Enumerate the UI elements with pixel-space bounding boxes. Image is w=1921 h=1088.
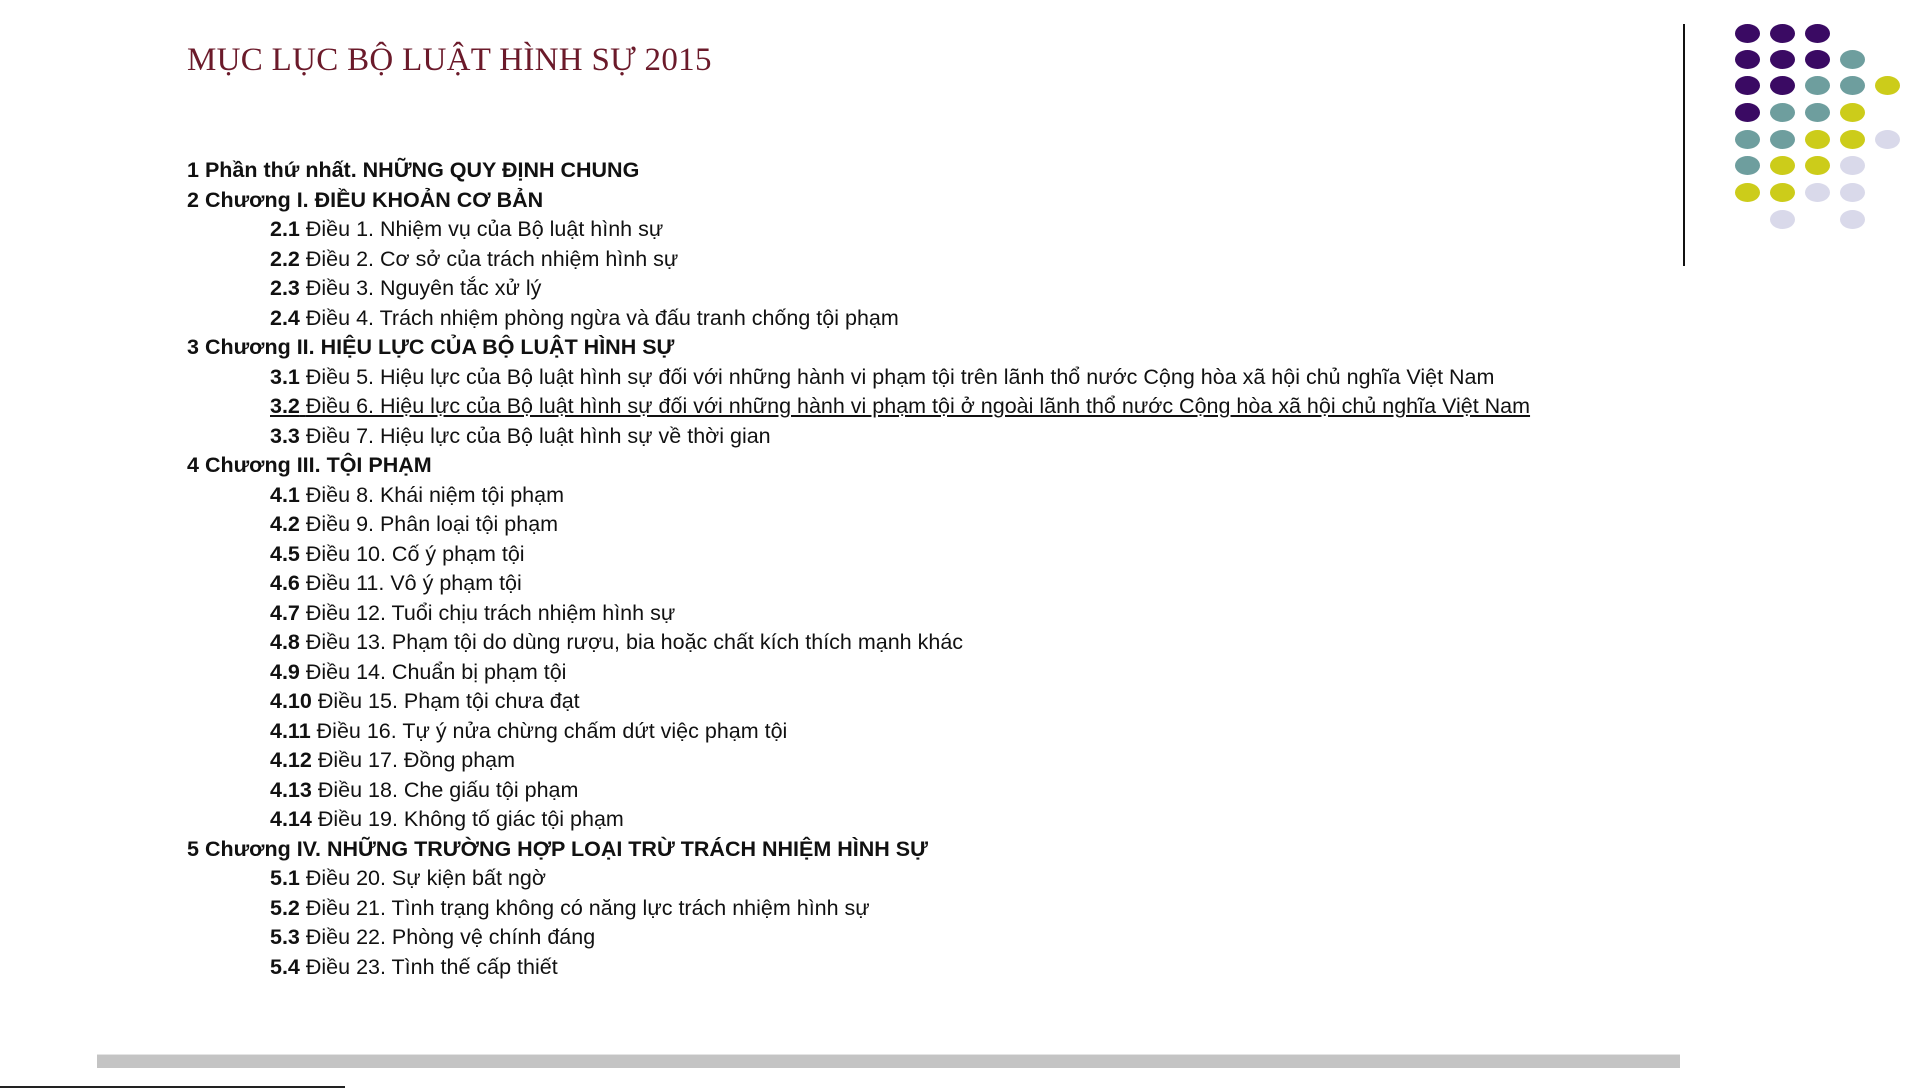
decorative-dot <box>1805 50 1830 69</box>
toc-number: 4.8 <box>270 630 300 654</box>
toc-text: Điều 20. Sự kiện bất ngờ <box>305 866 546 890</box>
toc-text: Điều 2. Cơ sở của trách nhiệm hình sự <box>305 246 679 271</box>
toc-text: Điều 23. Tình thế cấp thiết <box>305 954 558 979</box>
toc-article[interactable] <box>187 392 1667 422</box>
toc-number: 4.13 <box>270 777 312 802</box>
decorative-dot <box>1735 76 1760 95</box>
toc-text: Điều 13. Phạm tội do dùng rượu, bia hoặc chất kích thích mạnh khác <box>305 630 964 654</box>
toc-article[interactable] <box>187 805 1667 835</box>
decorative-dot <box>1840 210 1865 229</box>
decorative-dot <box>1805 24 1830 43</box>
toc-text: Điều 1. Nhiệm vụ của Bộ luật hình sự <box>305 217 664 241</box>
toc-number: 3.1 <box>270 364 300 389</box>
toc-text: Điều 5. Hiệu lực của Bộ luật hình sự đối với những hành vi phạm tội trên lãnh thổ nước Cộng hòa xã hội chủ nghĩa Việt Nam <box>305 364 1495 389</box>
decorative-dot <box>1840 156 1865 175</box>
toc-article[interactable] <box>187 923 1667 953</box>
toc-article[interactable] <box>187 894 1667 924</box>
toc-text: Điều 18. Che giấu tội phạm <box>317 777 579 802</box>
decorative-dot <box>1770 76 1795 95</box>
toc-text: Điều 9. Phân loại tội phạm <box>305 512 559 536</box>
toc-chapter[interactable] <box>187 156 1667 186</box>
decorative-dot <box>1840 130 1865 149</box>
toc-article[interactable] <box>187 864 1667 894</box>
toc-number: 3.3 <box>270 423 300 448</box>
toc-article[interactable] <box>187 628 1667 658</box>
toc-article[interactable] <box>187 717 1667 747</box>
toc-article[interactable] <box>187 953 1667 983</box>
toc-article[interactable] <box>187 658 1667 688</box>
toc-number: 5.3 <box>270 925 300 949</box>
toc-text: Điều 22. Phòng vệ chính đáng <box>305 925 596 949</box>
toc-number: 2 <box>187 187 199 212</box>
toc-text: Điều 6. Hiệu lực của Bộ luật hình sự đối với những hành vi phạm tội ở ngoài lãnh thổ nước Cộng hòa xã hội chủ nghĩa Việt Nam <box>305 394 1531 418</box>
toc-text: Điều 21. Tình trạng không có năng lực trách nhiệm hình sự <box>305 895 870 920</box>
toc-number: 5.1 <box>270 866 300 890</box>
decorative-dot <box>1770 103 1795 122</box>
toc-number: 5.2 <box>270 895 300 920</box>
decorative-dot <box>1840 183 1865 202</box>
decorative-dot <box>1840 103 1865 122</box>
decorative-dot <box>1770 210 1795 229</box>
toc-article[interactable] <box>187 215 1667 245</box>
toc-number: 3.2 <box>270 394 300 418</box>
decorative-dot <box>1735 183 1760 202</box>
toc-text: Điều 17. Đồng phạm <box>317 748 516 772</box>
decorative-dot <box>1805 103 1830 122</box>
slide-title: MỤC LỤC BỘ LUẬT HÌNH SỰ 2015 <box>187 42 712 78</box>
toc-text: Điều 12. Tuổi chịu trách nhiệm hình sự <box>305 600 676 625</box>
toc-number: 5.4 <box>270 954 300 979</box>
toc-article[interactable] <box>187 599 1667 629</box>
decorative-dot <box>1735 24 1760 43</box>
toc-article[interactable] <box>187 776 1667 806</box>
toc-text: Điều 10. Cố ý phạm tội <box>305 541 525 566</box>
decorative-dot <box>1805 76 1830 95</box>
toc-text: Phần thứ nhất. NHỮNG QUY ĐỊNH CHUNG <box>204 158 640 182</box>
toc-scroll-area[interactable] <box>187 156 1667 1052</box>
decorative-dot <box>1735 103 1760 122</box>
decorative-dot <box>1770 50 1795 69</box>
toc-number: 4.9 <box>270 659 300 684</box>
toc-number: 4 <box>187 453 199 477</box>
toc-article[interactable] <box>187 304 1667 334</box>
toc-text: Điều 11. Vô ý phạm tội <box>305 571 522 595</box>
toc-chapter[interactable] <box>187 333 1667 363</box>
toc-text: Điều 19. Không tố giác tội phạm <box>317 807 624 831</box>
toc-number: 2.1 <box>270 217 300 241</box>
toc-article[interactable] <box>187 363 1667 393</box>
toc-number: 1 <box>187 158 199 182</box>
toc-text: Điều 16. Tự ý nửa chừng chấm dứt việc phạm tội <box>316 718 788 743</box>
toc-text: Điều 8. Khái niệm tội phạm <box>305 482 565 507</box>
decorative-dot <box>1735 50 1760 69</box>
toc-article[interactable] <box>187 687 1667 717</box>
toc-number: 2.2 <box>270 246 300 271</box>
decorative-dot <box>1735 130 1760 149</box>
toc-text: Điều 14. Chuẩn bị phạm tội <box>305 659 567 684</box>
toc-text: Chương III. TỘI PHẠM <box>204 453 432 477</box>
decorative-dot <box>1875 130 1900 149</box>
toc-text: Chương I. ĐIỀU KHOẢN CƠ BẢN <box>204 187 544 212</box>
decorative-dot <box>1770 183 1795 202</box>
toc-number: 5 <box>187 836 199 861</box>
toc-article[interactable] <box>187 245 1667 275</box>
toc-article[interactable] <box>187 422 1667 452</box>
toc-text: Điều 7. Hiệu lực của Bộ luật hình sự về thời gian <box>305 423 771 448</box>
toc-article[interactable] <box>187 481 1667 511</box>
toc-chapter[interactable] <box>187 186 1667 216</box>
toc-number: 4.14 <box>270 807 312 831</box>
toc-number: 4.11 <box>270 718 311 743</box>
toc-text: Điều 15. Phạm tội chưa đạt <box>317 689 580 713</box>
toc-number: 2.4 <box>270 305 300 330</box>
horizontal-scrollbar[interactable] <box>97 1054 1680 1068</box>
toc-article[interactable] <box>187 746 1667 776</box>
decorative-dot <box>1805 156 1830 175</box>
toc-text: Chương IV. NHỮNG TRƯỜNG HỢP LOẠI TRỪ TRÁCH NHIỆM HÌNH SỰ <box>204 836 928 861</box>
decorative-dot <box>1770 130 1795 149</box>
toc-number: 3 <box>187 335 199 359</box>
decorative-dot <box>1770 24 1795 43</box>
decorative-dot <box>1875 76 1900 95</box>
decorative-dot <box>1840 50 1865 69</box>
toc-number: 2.3 <box>270 276 300 300</box>
decorative-dot <box>1735 156 1760 175</box>
toc-number: 4.5 <box>270 541 300 566</box>
decorative-dot <box>1840 76 1865 95</box>
toc-number: 4.2 <box>270 512 300 536</box>
toc-text: Điều 3. Nguyên tắc xử lý <box>305 276 542 300</box>
toc-number: 4.10 <box>270 689 312 713</box>
toc-article[interactable] <box>187 540 1667 570</box>
toc-article[interactable] <box>187 274 1667 304</box>
toc-text: Điều 4. Trách nhiệm phòng ngừa và đấu tranh chống tội phạm <box>305 305 899 330</box>
decorative-dot <box>1805 130 1830 149</box>
toc-number: 4.7 <box>270 600 300 625</box>
toc-text: Chương II. HIỆU LỰC CỦA BỘ LUẬT HÌNH SỰ <box>204 335 675 359</box>
toc-number: 4.6 <box>270 571 300 595</box>
toc-chapter[interactable] <box>187 835 1667 865</box>
toc-number: 4.1 <box>270 482 300 507</box>
vertical-divider <box>1683 24 1685 266</box>
decorative-dot <box>1805 183 1830 202</box>
toc-article[interactable] <box>187 569 1667 599</box>
toc-article[interactable] <box>187 510 1667 540</box>
toc-number: 4.12 <box>270 748 312 772</box>
toc-chapter[interactable] <box>187 451 1667 481</box>
decorative-dot <box>1770 156 1795 175</box>
table-of-contents <box>187 156 1667 982</box>
